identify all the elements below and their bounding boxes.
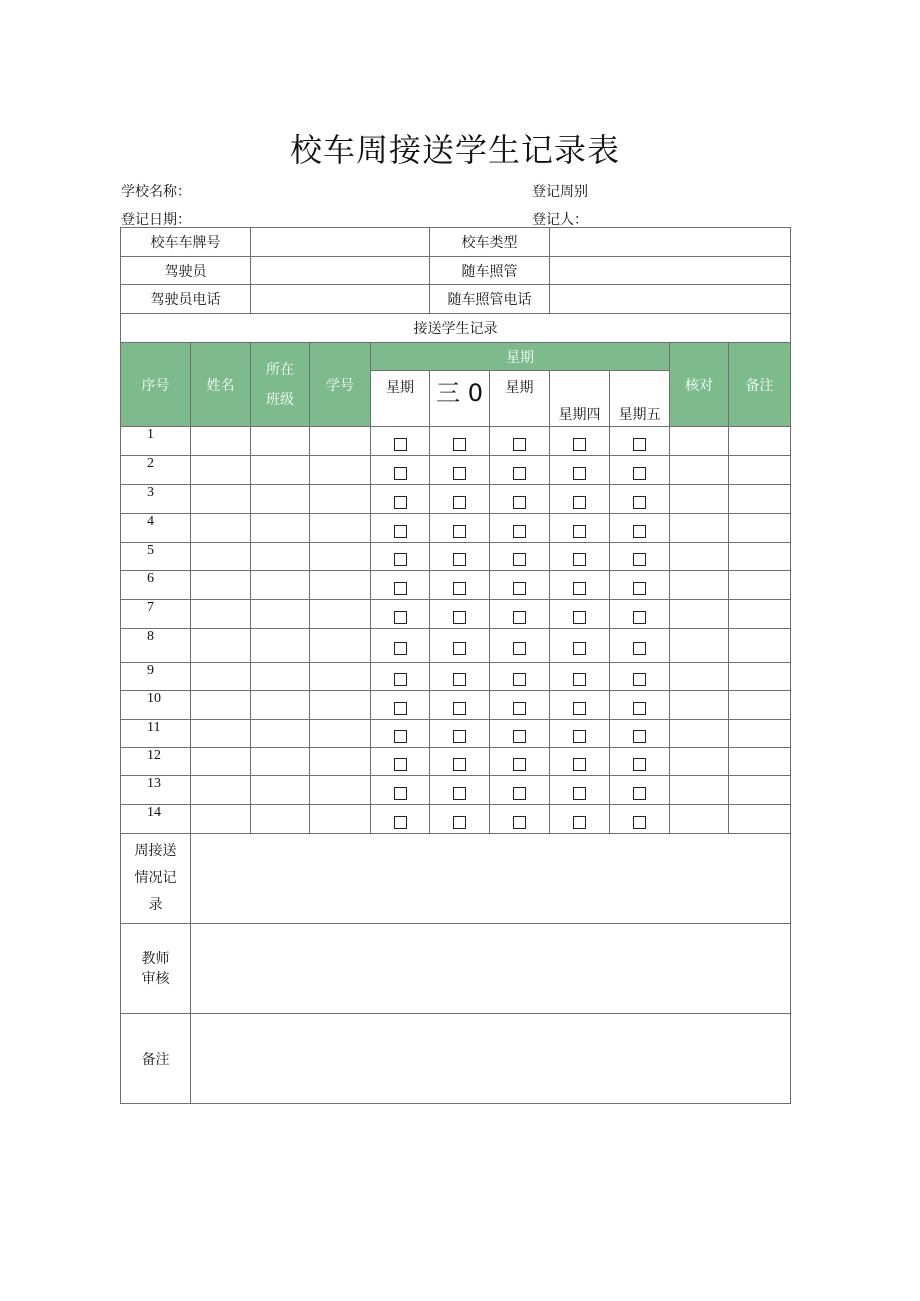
checkbox[interactable]: [573, 553, 586, 566]
class-cell[interactable]: [251, 776, 310, 805]
student-rows: [121, 427, 791, 834]
day-5-cell: [610, 691, 670, 720]
row-number: 9: [121, 663, 191, 691]
row-number: 8: [121, 629, 191, 663]
checkbox[interactable]: [513, 730, 526, 743]
table-row: [121, 571, 791, 600]
day-2-cell: [430, 748, 490, 776]
checkbox[interactable]: [513, 787, 526, 800]
name-cell[interactable]: [191, 456, 251, 485]
checkbox[interactable]: [394, 673, 407, 686]
day-4-cell: [550, 456, 610, 485]
row-number: 2: [121, 456, 191, 485]
week-label: 登记周别: [532, 184, 588, 200]
checkbox[interactable]: [513, 611, 526, 624]
checkbox[interactable]: [453, 553, 466, 566]
row-number: 6: [121, 571, 191, 600]
info-row: [121, 257, 791, 285]
check-cell[interactable]: [670, 514, 729, 543]
day-3-cell: [490, 485, 550, 514]
page-title: 校车周接送学生记录表: [289, 131, 620, 169]
name-cell[interactable]: [191, 776, 251, 805]
header-day-1: 星期: [371, 371, 430, 427]
info-label: 驾驶员: [121, 257, 251, 285]
student-id-cell[interactable]: [310, 805, 371, 834]
checkbox[interactable]: [633, 730, 646, 743]
checkbox[interactable]: [453, 702, 466, 715]
header-class: [251, 343, 310, 427]
row-number: 3: [121, 485, 191, 514]
day-4-cell: [550, 629, 610, 663]
remark-cell[interactable]: [729, 629, 791, 663]
checkbox[interactable]: [573, 438, 586, 451]
checkbox[interactable]: [573, 702, 586, 715]
day-4-cell: [550, 571, 610, 600]
row-number: 1: [121, 427, 191, 456]
remark-cell[interactable]: [729, 543, 791, 571]
info-label: 随车照管电话: [430, 285, 550, 314]
table-row: [121, 691, 791, 720]
day-3-cell: [490, 514, 550, 543]
day-4-cell: [550, 427, 610, 456]
checkbox[interactable]: [453, 787, 466, 800]
student-id-cell[interactable]: [310, 514, 371, 543]
name-cell[interactable]: [191, 427, 251, 456]
teacher-review-line2: 审核: [141, 970, 170, 987]
remark-cell[interactable]: [729, 720, 791, 748]
name-cell[interactable]: [191, 514, 251, 543]
table-row: [121, 748, 791, 776]
student-id-cell[interactable]: [310, 720, 371, 748]
header-class-line1: 所在: [266, 361, 294, 378]
day-1-cell: [371, 485, 430, 514]
remark-cell[interactable]: [729, 427, 791, 456]
day-4-cell: [550, 805, 610, 834]
day-2-cell: [430, 600, 490, 629]
checkbox[interactable]: [394, 496, 407, 509]
section-title: 接送学生记录: [121, 314, 791, 343]
checkbox[interactable]: [394, 611, 407, 624]
day-2-cell: [430, 514, 490, 543]
name-cell[interactable]: [191, 571, 251, 600]
day-5-cell: [610, 720, 670, 748]
class-cell[interactable]: [251, 691, 310, 720]
header-seq: 序号: [121, 343, 191, 427]
checkbox[interactable]: [513, 438, 526, 451]
check-cell[interactable]: [670, 571, 729, 600]
day-5-cell: [610, 805, 670, 834]
class-cell[interactable]: [251, 629, 310, 663]
checkbox[interactable]: [573, 525, 586, 538]
day-5-cell: [610, 456, 670, 485]
table-row: [121, 629, 791, 663]
day-4-cell: [550, 600, 610, 629]
checkbox[interactable]: [513, 496, 526, 509]
header-day-2: 三 0: [430, 371, 490, 427]
remark-cell[interactable]: [729, 571, 791, 600]
check-cell[interactable]: [670, 691, 729, 720]
checkbox[interactable]: [453, 642, 466, 655]
table-row: [121, 776, 791, 805]
checkbox[interactable]: [573, 582, 586, 595]
day-1-cell: [371, 691, 430, 720]
check-cell[interactable]: [670, 720, 729, 748]
checkbox[interactable]: [633, 553, 646, 566]
remark-cell[interactable]: [729, 456, 791, 485]
class-cell[interactable]: [251, 543, 310, 571]
class-cell[interactable]: [251, 571, 310, 600]
checkbox[interactable]: [453, 611, 466, 624]
remark-cell[interactable]: [729, 691, 791, 720]
check-cell[interactable]: [670, 427, 729, 456]
row-number: 10: [121, 691, 191, 720]
weekly-record-line1: 周接送: [134, 843, 177, 859]
name-cell[interactable]: [191, 691, 251, 720]
checkbox[interactable]: [633, 816, 646, 829]
header-week-group: 星期: [371, 343, 670, 371]
day-3-cell: [490, 456, 550, 485]
teacher-review-row: [121, 924, 791, 1014]
checkbox[interactable]: [453, 496, 466, 509]
info-value-field[interactable]: [251, 228, 430, 257]
day-1-cell: [371, 805, 430, 834]
row-number: 7: [121, 600, 191, 629]
remark-cell[interactable]: [729, 485, 791, 514]
student-id-cell[interactable]: [310, 663, 371, 691]
day-3-cell: [490, 776, 550, 805]
checkbox[interactable]: [513, 702, 526, 715]
check-cell[interactable]: [670, 485, 729, 514]
checkbox[interactable]: [453, 438, 466, 451]
day-4-cell: [550, 748, 610, 776]
checkbox[interactable]: [513, 673, 526, 686]
header-row: [121, 343, 791, 371]
day-4-cell: [550, 776, 610, 805]
name-cell[interactable]: [191, 720, 251, 748]
weekly-record-field[interactable]: [191, 834, 791, 924]
checkbox[interactable]: [573, 758, 586, 771]
name-cell[interactable]: [191, 629, 251, 663]
name-cell[interactable]: [191, 600, 251, 629]
day-5-cell: [610, 748, 670, 776]
student-id-cell[interactable]: [310, 543, 371, 571]
checkbox[interactable]: [394, 582, 407, 595]
checkbox[interactable]: [394, 730, 407, 743]
class-cell[interactable]: [251, 720, 310, 748]
checkbox[interactable]: [394, 702, 407, 715]
checkbox[interactable]: [513, 758, 526, 771]
check-cell[interactable]: [670, 663, 729, 691]
registrar-label: 登记人：: [532, 212, 588, 228]
checkbox[interactable]: [394, 553, 407, 566]
checkbox[interactable]: [573, 611, 586, 624]
checkbox[interactable]: [453, 730, 466, 743]
checkbox[interactable]: [513, 525, 526, 538]
checkbox[interactable]: [513, 553, 526, 566]
checkbox[interactable]: [573, 787, 586, 800]
info-value-field[interactable]: [251, 257, 430, 285]
checkbox[interactable]: [453, 525, 466, 538]
info-value-field[interactable]: [550, 228, 791, 257]
checkbox[interactable]: [394, 467, 407, 480]
row-number: 5: [121, 543, 191, 571]
checkbox[interactable]: [573, 467, 586, 480]
checkbox[interactable]: [513, 582, 526, 595]
header-remark: 备注: [729, 343, 791, 427]
remark-cell[interactable]: [729, 600, 791, 629]
checkbox[interactable]: [453, 816, 466, 829]
day-1-cell: [371, 720, 430, 748]
student-id-cell[interactable]: [310, 427, 371, 456]
record-table: [120, 227, 791, 1104]
name-cell[interactable]: [191, 748, 251, 776]
checkbox[interactable]: [394, 525, 407, 538]
checkbox[interactable]: [453, 467, 466, 480]
checkbox[interactable]: [394, 816, 407, 829]
teacher-review-label: [121, 924, 191, 1014]
remark-cell[interactable]: [729, 748, 791, 776]
checkbox[interactable]: [633, 758, 646, 771]
day-3-cell: [490, 600, 550, 629]
header-day-5: 星期五: [610, 371, 670, 427]
day-4-cell: [550, 691, 610, 720]
day-5-cell: [610, 776, 670, 805]
info-label: 校车类型: [430, 228, 550, 257]
student-id-cell[interactable]: [310, 571, 371, 600]
footer-remark-label: 备注: [121, 1014, 191, 1104]
info-value-field[interactable]: [550, 285, 791, 314]
day-3-cell: [490, 629, 550, 663]
class-cell[interactable]: [251, 600, 310, 629]
check-cell[interactable]: [670, 805, 729, 834]
row-number: 4: [121, 514, 191, 543]
day-3-cell: [490, 543, 550, 571]
checkbox[interactable]: [633, 642, 646, 655]
checkbox[interactable]: [633, 611, 646, 624]
checkbox[interactable]: [633, 467, 646, 480]
info-label: 随车照管: [430, 257, 550, 285]
row-number: 14: [121, 805, 191, 834]
student-id-cell[interactable]: [310, 456, 371, 485]
info-row: [121, 285, 791, 314]
student-id-cell[interactable]: [310, 691, 371, 720]
day-3-cell: [490, 748, 550, 776]
date-label: 登记日期：: [121, 212, 191, 228]
student-id-cell[interactable]: [310, 485, 371, 514]
checkbox[interactable]: [633, 673, 646, 686]
day-1-cell: [371, 663, 430, 691]
day-4-cell: [550, 514, 610, 543]
day-1-cell: [371, 543, 430, 571]
day-1-cell: [371, 748, 430, 776]
day-5-cell: [610, 571, 670, 600]
day-2-cell: [430, 720, 490, 748]
day-2-cell: [430, 543, 490, 571]
info-label: 驾驶员电话: [121, 285, 251, 314]
day-2-cell: [430, 485, 490, 514]
day-1-cell: [371, 427, 430, 456]
day-5-cell: [610, 514, 670, 543]
check-cell[interactable]: [670, 456, 729, 485]
student-id-cell[interactable]: [310, 776, 371, 805]
table-row: [121, 720, 791, 748]
school-name-label: 学校名称：: [121, 184, 191, 200]
day-2-cell: [430, 571, 490, 600]
day-2-cell: [430, 663, 490, 691]
day-2-cell: [430, 427, 490, 456]
day-5-cell: [610, 663, 670, 691]
day-3-cell: [490, 427, 550, 456]
info-value-field[interactable]: [251, 285, 430, 314]
checkbox[interactable]: [633, 525, 646, 538]
day-1-cell: [371, 776, 430, 805]
day-3-cell: [490, 663, 550, 691]
checkbox[interactable]: [633, 787, 646, 800]
day-2-cell: [430, 456, 490, 485]
checkbox[interactable]: [513, 467, 526, 480]
table-row: [121, 663, 791, 691]
teacher-review-line1: 教师: [141, 950, 170, 967]
table-row: [121, 514, 791, 543]
checkbox[interactable]: [453, 673, 466, 686]
class-cell[interactable]: [251, 663, 310, 691]
check-cell[interactable]: [670, 629, 729, 663]
class-cell[interactable]: [251, 805, 310, 834]
checkbox[interactable]: [573, 673, 586, 686]
header-check: 核对: [670, 343, 729, 427]
day-5-cell: [610, 629, 670, 663]
day-3-cell: [490, 691, 550, 720]
day-3-cell: [490, 720, 550, 748]
day-2-cell: [430, 776, 490, 805]
table-row: [121, 485, 791, 514]
checkbox[interactable]: [573, 642, 586, 655]
remark-cell[interactable]: [729, 805, 791, 834]
day-1-cell: [371, 571, 430, 600]
footer-remark-row: [121, 1014, 791, 1104]
student-id-cell[interactable]: [310, 629, 371, 663]
name-cell[interactable]: [191, 805, 251, 834]
day-4-cell: [550, 485, 610, 514]
checkbox[interactable]: [573, 496, 586, 509]
day-5-cell: [610, 600, 670, 629]
checkbox[interactable]: [394, 758, 407, 771]
checkbox[interactable]: [633, 496, 646, 509]
day-1-cell: [371, 600, 430, 629]
student-id-cell[interactable]: [310, 748, 371, 776]
table-row: [121, 456, 791, 485]
header-name: 姓名: [191, 343, 251, 427]
info-label: 校车车牌号: [121, 228, 251, 257]
table-row: [121, 600, 791, 629]
day-4-cell: [550, 543, 610, 571]
checkbox[interactable]: [633, 438, 646, 451]
header-day-3: 星期: [490, 371, 550, 427]
check-cell[interactable]: [670, 600, 729, 629]
weekly-record-line2: 情况记: [134, 870, 177, 886]
teacher-review-field[interactable]: [191, 924, 791, 1014]
header-student-id: 学号: [310, 343, 371, 427]
checkbox[interactable]: [513, 642, 526, 655]
check-cell[interactable]: [670, 543, 729, 571]
table-row: [121, 427, 791, 456]
table-row: [121, 543, 791, 571]
checkbox[interactable]: [633, 582, 646, 595]
student-id-cell[interactable]: [310, 600, 371, 629]
day-4-cell: [550, 720, 610, 748]
check-cell[interactable]: [670, 776, 729, 805]
header-class-line2: 班级: [266, 391, 294, 408]
name-cell[interactable]: [191, 543, 251, 571]
day-2-cell: [430, 629, 490, 663]
day-3-cell: [490, 805, 550, 834]
day-5-cell: [610, 485, 670, 514]
remark-cell[interactable]: [729, 663, 791, 691]
weekly-record-line3: 录: [148, 897, 163, 913]
row-number: 11: [121, 720, 191, 748]
remark-cell[interactable]: [729, 776, 791, 805]
class-cell[interactable]: [251, 427, 310, 456]
checkbox[interactable]: [633, 702, 646, 715]
class-cell[interactable]: [251, 748, 310, 776]
info-row: [121, 228, 791, 257]
checkbox[interactable]: [573, 730, 586, 743]
header-day-4: 星期四: [550, 371, 610, 427]
checkbox[interactable]: [573, 816, 586, 829]
day-3-cell: [490, 571, 550, 600]
class-cell[interactable]: [251, 514, 310, 543]
day-2-cell: [430, 691, 490, 720]
name-cell[interactable]: [191, 663, 251, 691]
day-2-cell: [430, 805, 490, 834]
checkbox[interactable]: [394, 642, 407, 655]
checkbox[interactable]: [394, 787, 407, 800]
checkbox[interactable]: [394, 438, 407, 451]
row-number: 13: [121, 776, 191, 805]
day-1-cell: [371, 514, 430, 543]
info-value-field[interactable]: [550, 257, 791, 285]
day-5-cell: [610, 543, 670, 571]
class-cell[interactable]: [251, 485, 310, 514]
weekly-record-label: [121, 834, 191, 924]
day-4-cell: [550, 663, 610, 691]
weekly-record-row: [121, 834, 791, 924]
class-cell[interactable]: [251, 456, 310, 485]
day-1-cell: [371, 456, 430, 485]
checkbox[interactable]: [453, 582, 466, 595]
remark-cell[interactable]: [729, 514, 791, 543]
day-1-cell: [371, 629, 430, 663]
name-cell[interactable]: [191, 485, 251, 514]
checkbox[interactable]: [453, 758, 466, 771]
row-number: 12: [121, 748, 191, 776]
check-cell[interactable]: [670, 748, 729, 776]
checkbox[interactable]: [513, 816, 526, 829]
footer-remark-field[interactable]: [191, 1014, 791, 1104]
section-row: [121, 314, 791, 343]
day-5-cell: [610, 427, 670, 456]
table-row: [121, 805, 791, 834]
